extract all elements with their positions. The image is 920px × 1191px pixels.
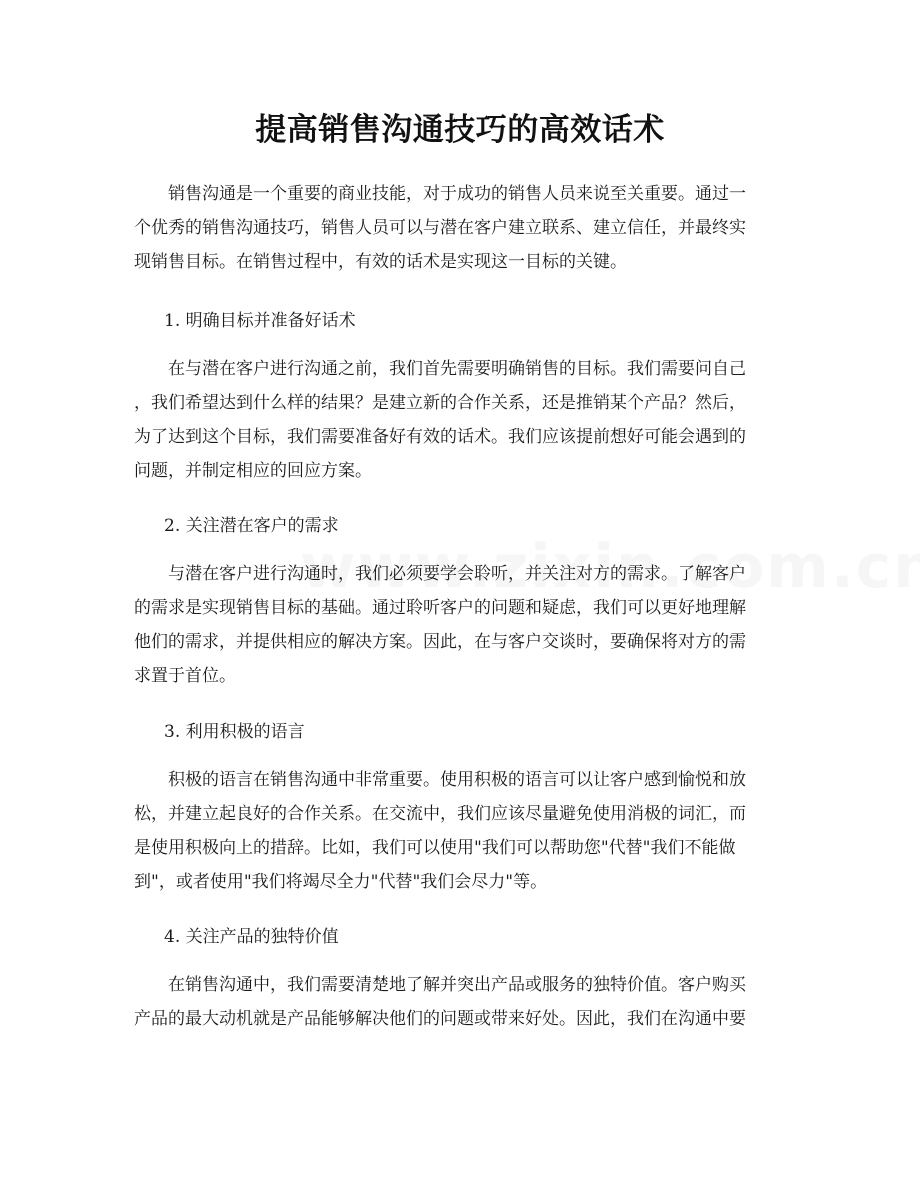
section-2-line-4: 求置于首位。	[134, 666, 236, 686]
section-1-line-3: 为了达到这个目标，我们需要准备好有效的话术。我们应该提前想好可能会遇到的	[134, 427, 746, 447]
section-2-line-2: 的需求是实现销售目标的基础。通过聆听客户的问题和疑虑，我们可以更好地理解	[134, 598, 746, 618]
section-2-line-3: 他们的需求，并提供相应的解决方案。因此，在与客户交谈时，要确保将对方的需	[134, 632, 746, 652]
section-3-line-2: 松，并建立起良好的合作关系。在交流中，我们应该尽量避免使用消极的词汇，而	[134, 804, 746, 824]
section-4-line-1: 在销售沟通中，我们需要清楚地了解并突出产品或服务的独特价值。客户购买	[168, 975, 746, 995]
section-heading-4: 4. 关注产品的独特价值	[164, 927, 339, 947]
intro-line-3: 现销售目标。在销售过程中，有效的话术是实现这一目标的关键。	[134, 252, 627, 272]
section-2-line-1: 与潜在客户进行沟通时，我们必须要学会聆听，并关注对方的需求。了解客户	[168, 564, 746, 584]
section-1-line-1: 在与潜在客户进行沟通之前，我们首先需要明确销售的目标。我们需要问自己	[168, 359, 746, 379]
page-title: 提高销售沟通技巧的高效话术	[255, 112, 665, 148]
section-heading-2: 2. 关注潜在客户的需求	[164, 516, 339, 536]
section-1-line-4: 问题，并制定相应的回应方案。	[134, 461, 372, 481]
section-3-line-3: 是使用积极向上的措辞。比如，我们可以使用"我们可以帮助您"代替"我们不能做	[134, 838, 736, 858]
section-3-line-4: 到"，或者使用"我们将竭尽全力"代替"我们会尽力"等。	[134, 872, 548, 892]
section-1-line-2: ，我们希望达到什么样的结果？是建立新的合作关系，还是推销某个产品？然后，	[134, 393, 746, 413]
intro-line-2: 个优秀的销售沟通技巧，销售人员可以与潜在客户建立联系、建立信任，并最终实	[134, 218, 746, 238]
section-heading-1: 1. 明确目标并准备好话术	[164, 311, 356, 331]
section-heading-3: 3. 利用积极的语言	[164, 722, 305, 742]
section-4-line-2: 产品的最大动机就是产品能够解决他们的问题或带来好处。因此，我们在沟通中要	[134, 1009, 746, 1029]
section-3-line-1: 积极的语言在销售沟通中非常重要。使用积极的语言可以让客户感到愉悦和放	[168, 770, 746, 790]
intro-line-1: 销售沟通是一个重要的商业技能，对于成功的销售人员来说至关重要。通过一	[168, 184, 746, 204]
